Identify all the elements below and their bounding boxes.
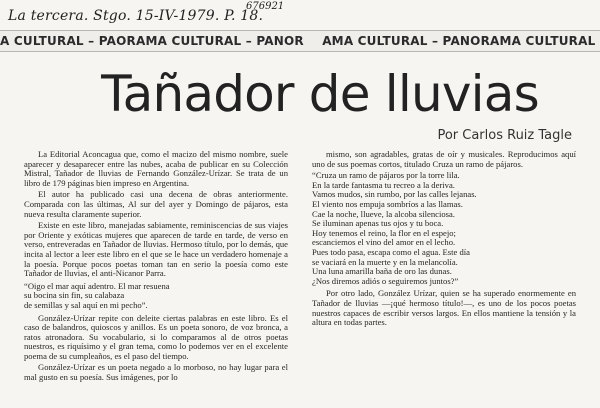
verse-line: Vamos mudos, sin rumbo, por las calles lejanas. bbox=[312, 189, 477, 200]
paragraph: La Editorial Aconcagua que, como el macizo del mismo nombre, suele aparecer y desaparecer entre las nubes, acaba de publicar en su Colección Mistral, Tañador de lluvias de Fernando González-Urízar. Se trata de un libro de 179 páginas bien impreso en Argentina. bbox=[24, 149, 288, 188]
verse-line: escanciemos el vino del amor en el lecho. bbox=[312, 237, 456, 248]
verse-line: En la tarde fantasma tu recreo a la deriva. bbox=[312, 179, 455, 190]
verse-line: “Cruza un ramo de pájaros por la torre lila. bbox=[312, 170, 460, 181]
verse-line: Cae la noche, llueve, la alcoba silenciosa. bbox=[312, 208, 455, 219]
paragraph: El autor ha publicado casi una decena de obras anteriormente. Comparada con las últimas, Al sur del ayer y Domingo de pájaros, esta nueva resulta claramente superior. bbox=[24, 189, 288, 219]
paragraph: Existe en este libro, manejadas sabiamente, reminiscencias de sus viajes por Oriente y exóticas mujeres que aparecen de tarde en tarde, de verso en verso, entreveradas en Tañador de lluvias. Hermoso título, por lo demás, que incita al lector a leer este libro en el que se le hace un verdadero homenaje a la poesía. Porque pocos poetas toman tan en serio la poesía como este Tañador de lluvias, el anti-Nicanor Parra. bbox=[24, 220, 288, 279]
verse-line: se vaciará en la muerte y en la melancolía. bbox=[312, 256, 458, 267]
verse-line: Hoy tenemos el reino, la flor en el espejo; bbox=[312, 227, 456, 238]
handwritten-catalog-number: 676921 bbox=[246, 1, 285, 12]
paragraph: González-Urízar es un poeta negado a lo morboso, no hay lugar para el mal gusto en su poesía. Sus imágenes, por lo bbox=[24, 362, 288, 383]
verse-line: Se iluminan apenas tus ojos y tu boca. bbox=[312, 218, 444, 229]
article-column-left bbox=[24, 150, 288, 385]
article-column-right bbox=[312, 150, 576, 330]
verse-line: ¿Nos diremos adiós o seguiremos juntos?” bbox=[312, 275, 459, 286]
paragraph: mismo, son agradables, gratas de oír y musicales. Reproducimos aquí uno de sus poemas cortos, titulado Cruza un ramo de pájaros. bbox=[312, 149, 576, 169]
verse-line: su bocina sin fin, su calabaza bbox=[24, 290, 125, 301]
handwritten-source-note: La tercera. Stgo. 15-IV-1979. P. 18. bbox=[8, 8, 264, 24]
verse-line: El viento nos empuja sombríos a las llamas. bbox=[312, 198, 463, 209]
article-title: Tañador de lluvias bbox=[101, 65, 539, 123]
section-header-text-2: AMA CULTURAL – PANORAMA CULTURAL bbox=[322, 34, 596, 48]
paragraph: González-Urízar repite con deleite ciertas palabras en este libro. Es el caso de balandros, quioscos y anillos. Es un poeta sonoro, de voz bronca, a ratos atronadora. Su vocabulario, si lo comparamos al de otros poetas nuestros, es riquísimo y el gran tema, como lo podemos ver en el excelente poema de su cumpleaños, es el paso del tiempo. bbox=[24, 312, 288, 361]
section-header-band bbox=[0, 30, 600, 52]
verse-line: de semillas y sal aquí en mi pecho”. bbox=[24, 299, 148, 310]
verse-line: Una luna amarilla baña de oro las dunas. bbox=[312, 266, 452, 277]
section-header-text: A CULTURAL – PAORAMA CULTURAL – PANOR bbox=[0, 34, 304, 48]
verse-line: Pues todo pasa, escapa como el agua. Este día bbox=[312, 246, 470, 257]
article-byline: Por Carlos Ruiz Tagle bbox=[437, 128, 572, 143]
verse-line: “Oigo el mar aquí adentro. El mar resuena bbox=[24, 280, 170, 291]
paragraph: Por otro lado, González Urízar, quien se ha superado enormemente en Tañador de lluvias —¡qué hermoso título!—, es uno de los pocos poetas nuestros capaces de escribir versos largos. En ellos mantiene la tensión y la altura en todas partes. bbox=[312, 288, 576, 328]
